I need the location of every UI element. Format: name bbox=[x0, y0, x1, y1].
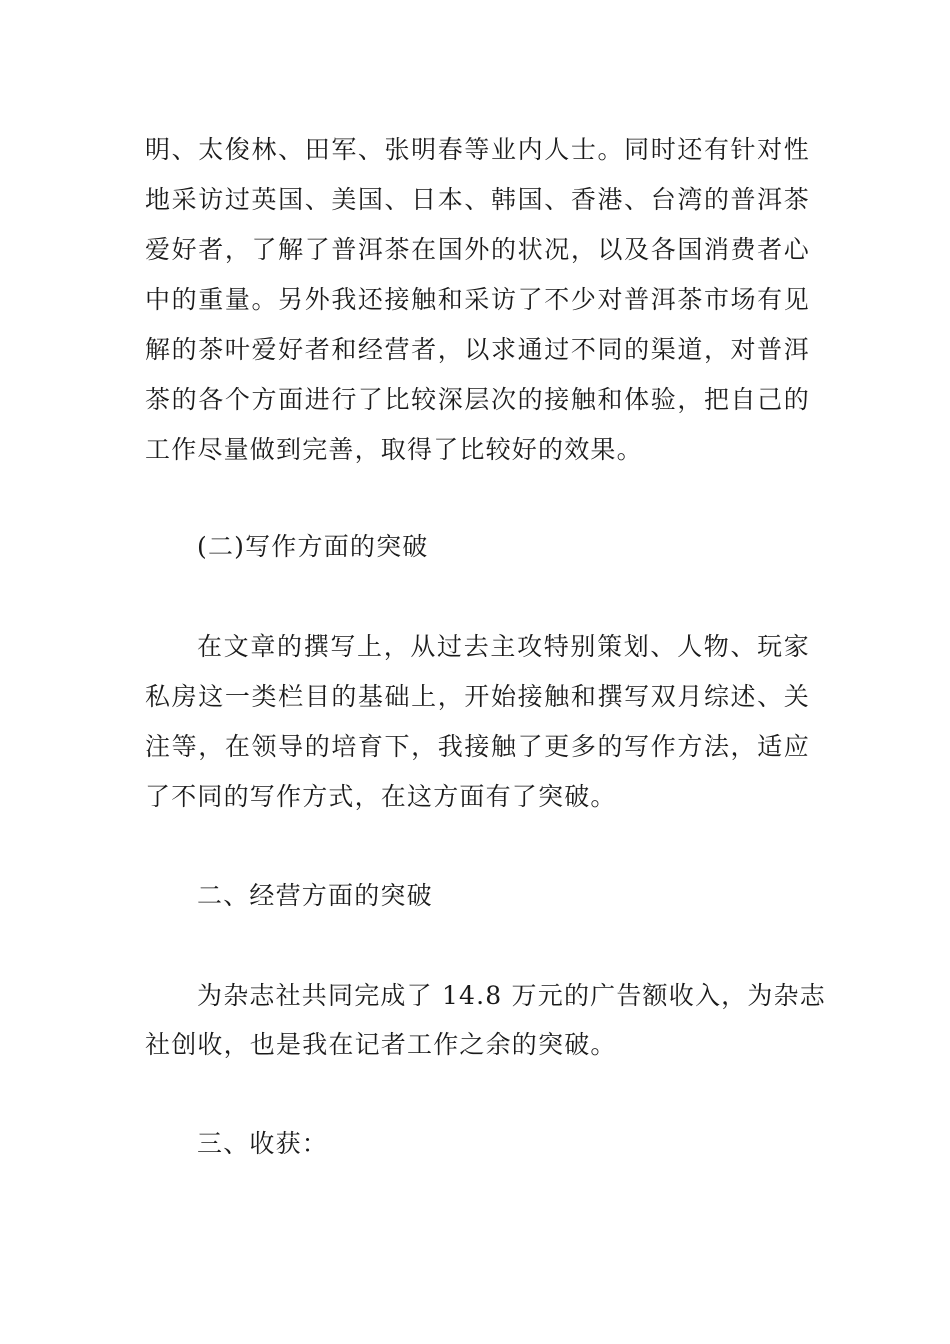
paragraph-2-line-2: 私房这一类栏目的基础上，开始接触和撰写双月综述、关 bbox=[145, 682, 810, 711]
paragraph-1-line-6: 茶的各个方面进行了比较深层次的接触和体验，把自己的 bbox=[145, 385, 810, 414]
paragraph-2-line-4: 了不同的写作方式，在这方面有了突破。 bbox=[145, 782, 617, 811]
paragraph-1-line-3: 爱好者，了解了普洱茶在国外的状况，以及各国消费者心 bbox=[145, 235, 810, 264]
paragraph-1-line-7: 工作尽量做到完善，取得了比较好的效果。 bbox=[145, 435, 643, 464]
section-heading-gains: 三、收获： bbox=[197, 1129, 329, 1158]
paragraph-1-line-4: 中的重量。另外我还接触和采访了不少对普洱茶市场有见 bbox=[145, 285, 810, 314]
paragraph-1-line-2: 地采访过英国、美国、日本、韩国、香港、台湾的普洱茶 bbox=[145, 185, 810, 214]
section-heading-writing: (二)写作方面的突破 bbox=[197, 532, 429, 561]
section-heading-business: 二、经营方面的突破 bbox=[197, 881, 433, 910]
paragraph-1-line-5: 解的茶叶爱好者和经营者，以求通过不同的渠道，对普洱 bbox=[145, 335, 810, 364]
paragraph-3-line-2: 社创收，也是我在记者工作之余的突破。 bbox=[145, 1030, 617, 1059]
paragraph-1-line-1: 明、太俊林、田军、张明春等业内人士。同时还有针对性 bbox=[145, 135, 810, 164]
paragraph-2-line-3: 注等，在领导的培育下，我接触了更多的写作方法，适应 bbox=[145, 732, 810, 761]
paragraph-2-line-1: 在文章的撰写上，从过去主攻特别策划、人物、玩家 bbox=[197, 632, 810, 661]
paragraph-3-line-1: 为杂志社共同完成了 14.8 万元的广告额收入，为杂志 bbox=[197, 981, 826, 1010]
